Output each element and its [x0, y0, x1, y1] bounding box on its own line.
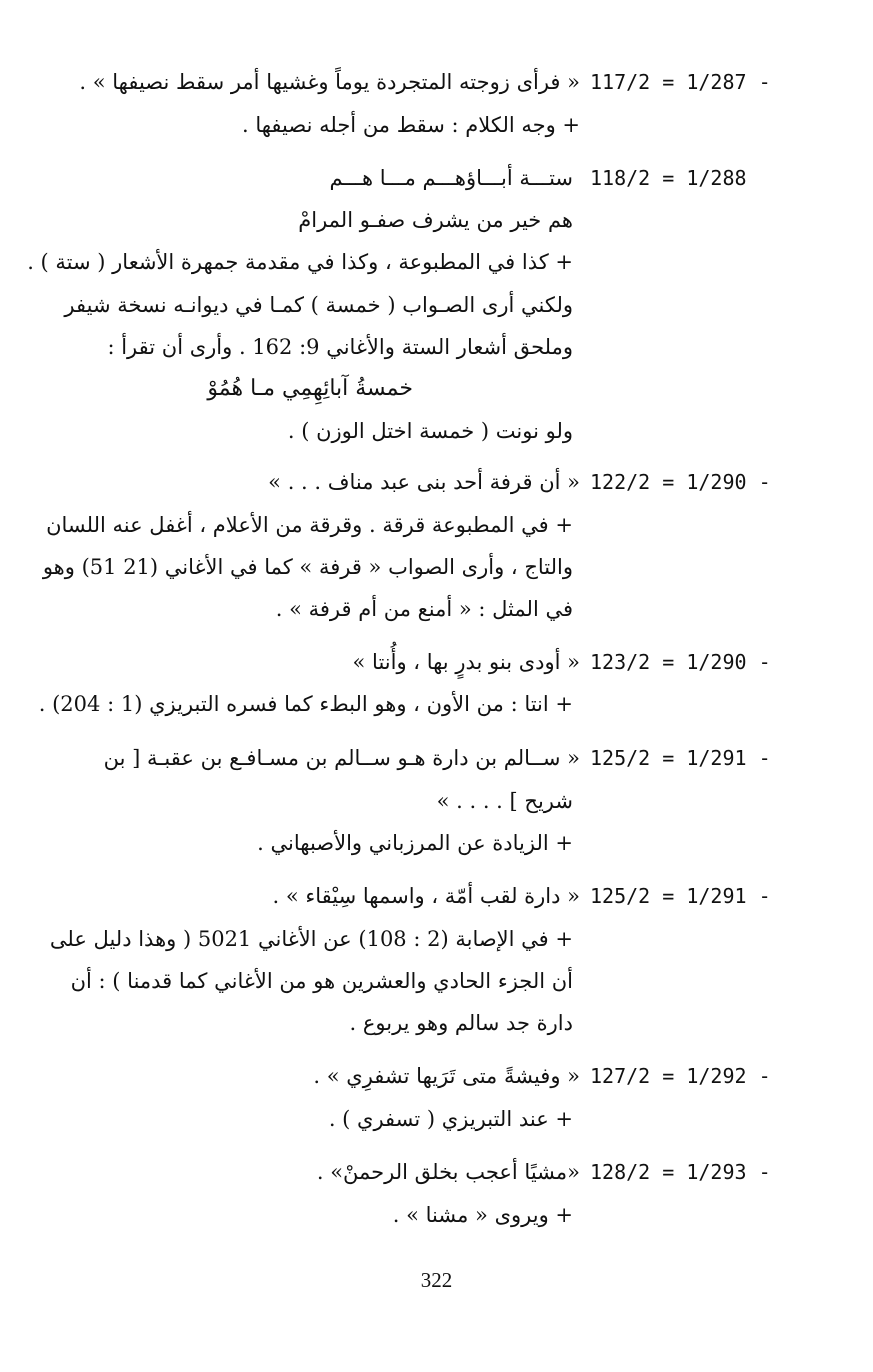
entry-line: دارة جد سالم وهو يربوع .	[349, 1011, 573, 1035]
entry-reference: 117/2 = 1/287 -	[590, 70, 771, 94]
entry-line: + كذا في المطبوعة ، وكذا في مقدمة جمهرة الأشعار ( ستة ) .	[27, 250, 573, 274]
entry-line: « وفيشةً متى تَرَيها تشفرِي » .	[313, 1064, 580, 1088]
entry-line: + انتا : من الأون ، وهو البطء كما فسره التبريزي (1 : 204) .	[38, 692, 573, 716]
entry-line: في المثل : « أمنع من أم قرفة » .	[275, 597, 573, 621]
entry-line: + عند التبريزي ( تسفري ) .	[328, 1107, 573, 1131]
entry-reference: 123/2 = 1/290 -	[590, 650, 771, 674]
entry-line: « دارة لقب أمّة ، واسمها سِيْقاء » .	[272, 884, 580, 908]
entry-line: « أن قرفة أحد بنى عبد مناف . . . »	[268, 470, 580, 494]
entry-line: شريح ] . . . . »	[436, 789, 573, 813]
entry-line: وملحق أشعار الستة والأغاني 9: 162 . وأرى أن تقرأ :	[107, 335, 573, 359]
entry-line: «مشيًا أعجب بخلق الرحمنْ» .	[316, 1160, 580, 1184]
entry-line: + في الإصابة (2 : 108) عن الأغاني 5021 ( وهذا دليل على	[49, 927, 573, 951]
entry-line: ولو نونت ( خمسة اختل الوزن ) .	[287, 419, 573, 443]
entry-reference: 128/2 = 1/293 -	[590, 1160, 771, 1184]
entry-reference: 118/2 = 1/288	[590, 166, 747, 190]
entry-line: + في المطبوعة قرقة . وقرقة من الأعلام ، أغفل عنه اللسان	[46, 513, 573, 537]
entry-reference: 125/2 = 1/291 -	[590, 746, 771, 770]
entry-line: + ويروى « مشنا » .	[392, 1203, 573, 1227]
entry-line: والتاج ، وأرى الصواب « قرفة » كما في الأغاني (21 51) وهو	[42, 555, 573, 579]
poem-line: ستـــة أبـــاؤهـــم مـــا هـــم	[329, 166, 573, 190]
entry-line: + وجه الكلام : سقط من أجله نصيفها .	[242, 113, 580, 137]
entry-line: + الزيادة عن المرزباني والأصبهاني .	[257, 831, 573, 855]
entry-reference: 125/2 = 1/291 -	[590, 884, 771, 908]
entry-reference: 122/2 = 1/290 -	[590, 470, 771, 494]
entry-line: « أودى بنو بدرٍ بها ، وأُنتا »	[352, 650, 580, 674]
entry-line: « فرأى زوجته المتجردة يوماً وغشيها أمر سقط نصيفها » .	[79, 70, 580, 94]
poem-line: هم خير من يشرف صفـو المرامْ	[298, 208, 573, 232]
entry-line: أن الجزء الحادي والعشرين هو من الأغاني كما قدمنا ) : أن	[70, 969, 573, 993]
poem-line: خمسةُ آبائِهِمِي مـا هُمُوْ	[207, 376, 413, 401]
entry-line: « ســالم بن دارة هـو ســالم بن مسـافـع بن عقبـة [ بن	[103, 746, 580, 770]
entry-reference: 127/2 = 1/292 -	[590, 1064, 771, 1088]
page-number: 322	[420, 1268, 453, 1292]
entry-line: ولكني أرى الصـواب ( خمسة ) كمـا في ديوانـه نسخة شيفر	[64, 293, 573, 317]
